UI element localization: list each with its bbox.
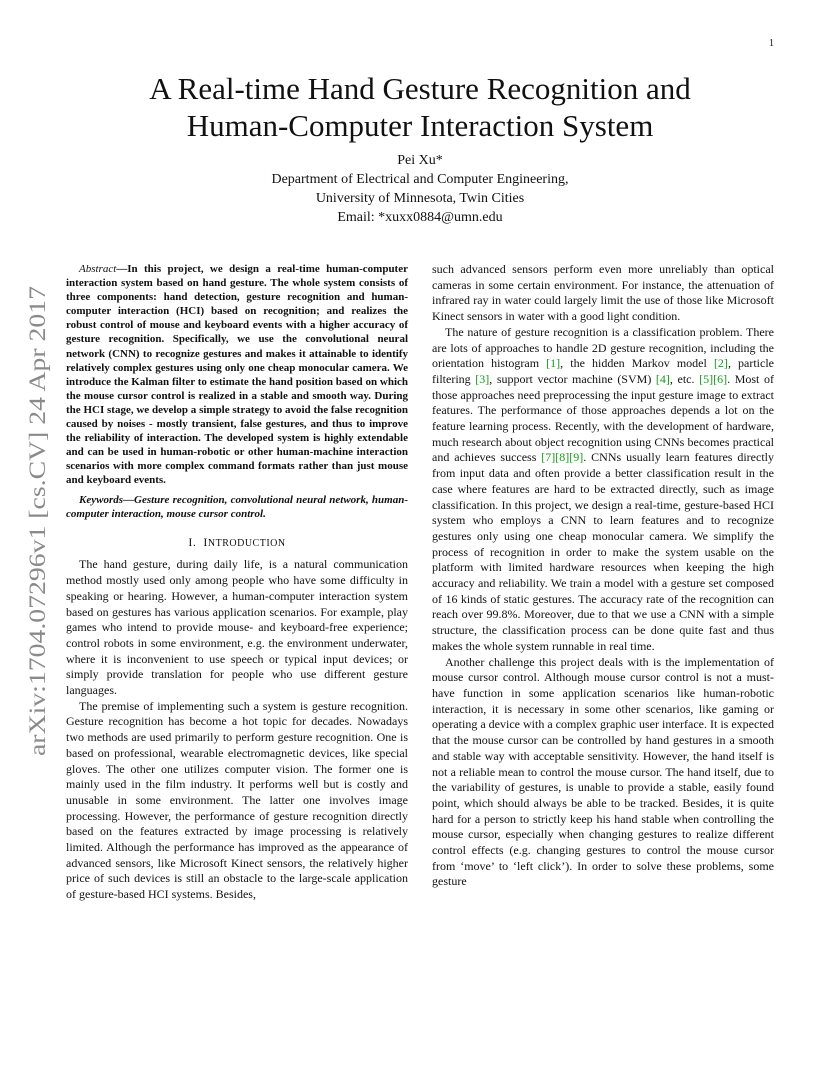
right-paragraph-2	[432, 325, 774, 655]
intro-paragraph-2: The premise of implementing such a system is gesture recognition. Gesture recognition has become a hot topic for decades. Nowadays two methods are used primarily to perform gesture recognition. One is based on professional, wearable electromagnetic devices, like special gloves. The other one utilizes computer vision. The former one is mainly used in the film industry. It performs well but is costly and unusable in some environment. The latter one involves image processing. However, the performance of gesture recognition directly based on the features extracted by image processing is relatively limited. Although the performance has improved as the appearance of advanced sensors, like Microsoft Kinect sensors, the relatively higher price of such devices is still an obstacle to the large-scale application of gesture-based HCI systems. Besides,	[66, 698, 408, 902]
text-run: . Most of those approaches need preprocessing the input gesture image to extract features. The performance of those approaches depends a lot on the feature learning process. Recently, with the development of hardware, much research about object recognition using CNNs becomes practical and achieves success	[432, 371, 774, 465]
arxiv-stamp	[20, 284, 52, 756]
section-heading-introduction	[66, 535, 408, 552]
text-run: The nature of gesture recognition is a classification problem. There are lots of approaches to handle 2D gesture recognition, including the orientation histogram	[432, 324, 774, 371]
text-run: , the hidden Markov model	[560, 356, 714, 371]
citation-link[interactable]: [2]	[713, 356, 728, 371]
author-department: Department of Electrical and Computer Engineering,	[271, 172, 569, 187]
section-number: I.	[188, 534, 197, 549]
right-paragraph-1: such advanced sensors perform even more unreliably than optical cameras in some certain environment. For instance, the attenuation of infrared ray in water could largely limit the use of those like Microsoft Kinect sensors in water with a good light condition.	[432, 262, 774, 324]
page-number: 1	[769, 38, 774, 49]
keywords-dash: —	[123, 493, 134, 506]
text-run: . CNNs usually learn features directly from input data and often provide a better classification result in the case where features are hard to be extracted directly, such as image classification. In this project, we design a real-time, gesture-based HCI system who employs a CNN to learn features and to recognize gestures only using one cheap monocular camera. We simplify the process of recognition in order to make the system usable on the platform with limited hardware resources when keeping the high accuracy and reliability. We train a model with a gesture set composed of 16 kinds of static gestures. The accuracy rate of the recognition can reach over 99.8%. Moreover, due to that we use a CNN with a simple structure, the classification process can be done quite fast and thus makes the whole system runnable in real time.	[432, 450, 775, 653]
right-paragraph-3: Another challenge this project deals with is the implementation of mouse cursor control. Although mouse cursor control is not a must-have function in some application scenarios like human-robotic interaction, it is necessary in some other scenarios, like gaming or operating a device with a complex graphic user interface. It is expected that the mouse cursor can be controlled by hand gestures in a smooth and stable way with acceptable sensitivity. However, the hand itself is not a reliable mean to control the mouse cursor. The hand itself, due to the variability of gestures, is unable to provide a stable, easily found point, which should always be able to be tracked. Besides, it is quite hard for a person to strictly keep his hand stable when controlling the mouse cursor, especially when changing gestures to realize different control effects (e.g. changing gestures to control the mouse cursor from ‘move’ to ‘left click’). In order to solve these problems, some gesture	[432, 654, 774, 889]
intro-paragraph-1: The hand gesture, during daily life, is a natural communication method mostly used only among people who have some difficulty in speaking or hearing. However, a human-computer interaction system based on gestures has various application scenarios. For example, play games who intend to provide mouse- and keyboard-free experience; control robots in some environment, e.g. the environment underwater, where it is inconvenient to use speech or typical input devices; or simply provide translation for people who use different gesture languages.	[66, 557, 408, 698]
right-column	[432, 262, 774, 890]
abstract-text: In this project, we design a real-time human-computer interaction system based on hand gesture. The whole system consists of three components: hand detection, gesture recognition and human-computer interaction (HCI) based on recognition; and realizes the robust control of mouse and keyboard events with a higher accuracy of gesture recognition. Specifically, we use the convolutional neural network (CNN) to recognize gestures and makes it attainable to identify relatively complex gestures using only one cheap monocular camera. We introduce the Kalman filter to estimate the hand position based on which the mouse cursor control is realized in a stable and smooth way. During the HCI stage, we develop a simple strategy to avoid the false recognition caused by noises - mostly transient, false gestures, and thus to improve the reliability of interaction. The developed system is highly extendable and can be used in human-robotic or other human-machine interaction scenarios with more complex command formats rather than just mouse and keyboard events.	[66, 263, 408, 487]
citation-link[interactable]: [7][8][9]	[541, 450, 584, 465]
title-line-1: A Real-time Hand Gesture Recognition and	[149, 71, 691, 106]
abstract-label: Abstract	[79, 263, 117, 275]
text-run: , particle filtering	[432, 356, 775, 386]
keywords-text: Gesture recognition, convolutional neural network, human-computer interaction, mouse cursor control.	[66, 493, 408, 520]
arxiv-stamp-text: arXiv:1704.07296v1 [cs.CV] 24 Apr 2017	[25, 357, 51, 756]
section-title-rest: NTRODUCTION	[207, 537, 286, 549]
citation-link[interactable]: [3]	[475, 371, 490, 386]
title-line-2: Human-Computer Interaction System	[186, 108, 654, 143]
abstract	[66, 262, 408, 488]
text-run: , support vector machine (SVM)	[489, 371, 656, 386]
section-initial: I	[203, 534, 208, 549]
paper-title	[60, 70, 780, 144]
author-email: Email: *xuxx0884@umn.edu	[337, 210, 503, 225]
keywords	[66, 493, 408, 521]
author-block	[160, 151, 680, 227]
author-name: Pei Xu*	[397, 153, 443, 168]
text-run: , etc.	[669, 371, 700, 386]
citation-link[interactable]: [1]	[546, 356, 561, 371]
abstract-dash: —	[116, 263, 128, 275]
keywords-label: Keywords	[79, 493, 123, 506]
citation-link[interactable]: [4]	[655, 371, 670, 386]
citation-link[interactable]: [5][6]	[699, 371, 728, 386]
author-university: University of Minnesota, Twin Cities	[315, 191, 525, 206]
left-column	[66, 262, 408, 903]
